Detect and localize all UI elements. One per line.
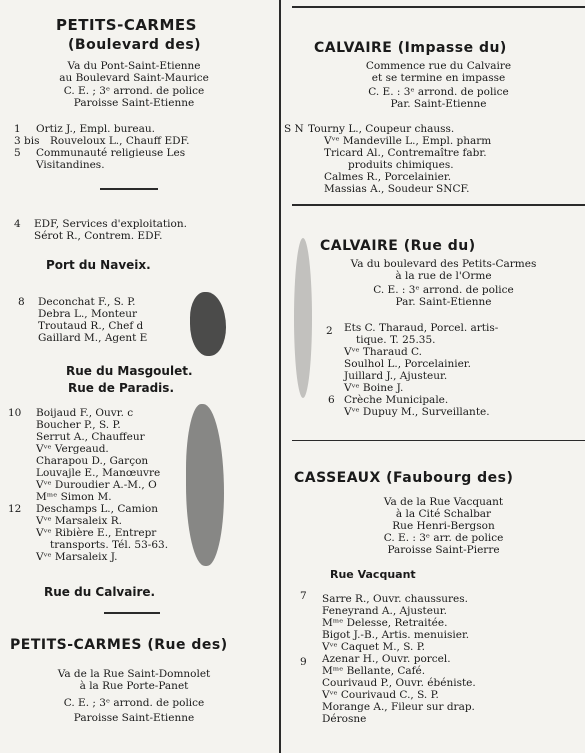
sub-street-heading: Rue Vacquant (330, 568, 416, 581)
desc-line: à la Cité Schalbar (395, 508, 492, 520)
desc-line: Par. Saint-Etienne (395, 296, 492, 308)
section-title-calvaire-rue: CALVAIRE (Rue du) (320, 238, 476, 254)
section-subtitle: (Boulevard des) (68, 37, 202, 53)
resident-entry: Serrut A., Chauffeur (36, 431, 145, 443)
resident-entry: Morange A., Fileur sur drap. (322, 701, 475, 713)
resident-entry: Vᵛᵉ Caquet M., S. P. (322, 641, 425, 653)
resident-entry: Mᵐᵉ Simon M. (36, 491, 112, 503)
house-number: 10 (8, 407, 22, 419)
resident-entry: Vᵛᵉ Marsaleix R. (36, 515, 123, 527)
resident-entry: Vᵛᵉ Dupuy M., Surveillante. (344, 406, 490, 418)
desc-line: C. E. ; 3ᵉ arrond. de police (63, 85, 205, 97)
house-number: 5 (14, 147, 21, 159)
desc-line: C. E. : 3ᵉ arr. de police (383, 532, 504, 544)
desc-line: C. E. ; 3ᵉ arrond. de police (63, 697, 205, 709)
desc-line: Rue Henri-Bergson (392, 520, 495, 532)
desc-line: Va de la Rue Saint-Domnolet (57, 668, 211, 680)
resident-entry: Ets C. Tharaud, Porcel. artis- (344, 322, 499, 334)
resident-entry: Gaillard M., Agent E (38, 332, 148, 344)
resident-entry: Rouveloux L., Chauff EDF. (50, 135, 190, 147)
resident-entry: Feneyrand A., Ajusteur. (322, 605, 447, 617)
sub-street-heading: Rue du Masgoulet. (66, 364, 193, 378)
resident-entry: Vᵛᵉ Ribière E., Entrepr (36, 527, 157, 539)
house-number: 7 (300, 590, 307, 602)
resident-entry: Courivaud P., Ouvr. ébéniste. (322, 677, 476, 689)
desc-line: Paroisse Saint-Etienne (73, 97, 195, 109)
column-divider (279, 0, 281, 753)
resident-entry: Vᵛᵉ Boine J. (344, 382, 404, 394)
separator-rule (292, 6, 585, 8)
house-number: 12 (8, 503, 22, 515)
resident-entry: EDF, Services d'exploitation. (34, 218, 187, 230)
resident-entry: Vᵛᵉ Duroudier A.-M., O (36, 479, 157, 491)
resident-entry: Sérot R., Contrem. EDF. (34, 230, 163, 242)
separator-rule (292, 440, 585, 441)
resident-entry: Massias A., Soudeur SNCF. (324, 183, 470, 195)
ink-smudge (294, 238, 312, 398)
ink-blot (186, 404, 224, 566)
resident-entry: Charapou D., Garçon (36, 455, 149, 467)
desc-line: et se termine en impasse (371, 72, 506, 84)
resident-entry: Vᵛᵉ Tharaud C. (344, 346, 423, 358)
resident-entry: produits chimiques. (348, 159, 454, 171)
resident-entry: Vᵛᵉ Vergeaud. (36, 443, 109, 455)
house-number: S N (284, 123, 304, 135)
desc-line: au Boulevard Saint-Maurice (59, 72, 209, 84)
desc-line: Va de la Rue Vacquant (383, 496, 504, 508)
ink-blot (190, 292, 226, 356)
desc-line: Paroisse Saint-Pierre (387, 544, 500, 556)
resident-entry: tique. T. 25.35. (356, 334, 436, 346)
resident-entry: Sarre R., Ouvr. chaussures. (322, 593, 468, 605)
resident-entry: Dérosne (322, 713, 367, 725)
section-title-petits-carmes-boulevard: PETITS-CARMES (56, 16, 197, 34)
resident-entry: Bigot J.-B., Artis. menuisier. (322, 629, 470, 641)
sub-street-heading: Port du Naveix. (46, 258, 151, 272)
resident-entry: Deconchat F., S. P. (38, 296, 136, 308)
sub-street-heading: Rue du Calvaire. (44, 585, 156, 599)
section-title-petits-carmes-rue: PETITS-CARMES (Rue des) (10, 637, 228, 653)
resident-entry: Soulhol L., Porcelainier. (344, 358, 471, 370)
resident-entry: Visitandines. (36, 159, 105, 171)
resident-entry: Vᵛᵉ Courivaud C., S. P. (322, 689, 439, 701)
house-number: 3 bis (14, 135, 40, 147)
house-number: 1 (14, 123, 21, 135)
resident-entry: Ortiz J., Empl. bureau. (36, 123, 155, 135)
resident-entry: Azenar H., Ouvr. porcel. (322, 653, 451, 665)
resident-entry: Boijaud F., Ouvr. c (36, 407, 134, 419)
resident-entry: Crèche Municipale. (344, 394, 449, 406)
desc-line: C. E. : 3ᵉ arrond. de police (373, 284, 514, 296)
section-title-calvaire-impasse: CALVAIRE (Impasse du) (314, 40, 507, 56)
resident-entry: transports. Tél. 53-63. (50, 539, 169, 551)
resident-entry: Louvajle E., Manœuvre (36, 467, 161, 479)
house-number: 2 (326, 325, 333, 337)
resident-entry: Mᵐᵉ Delesse, Retraitée. (322, 617, 448, 629)
resident-entry: Mᵐᵉ Bellante, Café. (322, 665, 426, 677)
resident-entry: Communauté religieuse Les (36, 147, 186, 159)
separator-rule (104, 612, 160, 614)
desc-line: Par. Saint-Etienne (390, 98, 487, 110)
resident-entry: Juillard J., Ajusteur. (344, 370, 448, 382)
resident-entry: Troutaud R., Chef d (38, 320, 144, 332)
desc-line: Va du boulevard des Petits-Carmes (350, 258, 537, 270)
desc-line: Commence rue du Calvaire (365, 60, 512, 72)
sub-street-heading: Rue de Paradis. (68, 381, 174, 395)
house-number: 4 (14, 218, 21, 230)
desc-line: à la Rue Porte-Panet (79, 680, 189, 692)
house-number: 8 (18, 296, 25, 308)
desc-line: C. E. : 3ᵉ arrond. de police (368, 86, 509, 98)
separator-rule (292, 204, 585, 206)
resident-entry: Debra L., Monteur (38, 308, 138, 320)
desc-line: Paroisse Saint-Etienne (73, 712, 195, 724)
section-title-casseaux-faubourg: CASSEAUX (Faubourg des) (294, 470, 514, 486)
resident-entry: Calmes R., Porcelainier. (324, 171, 452, 183)
resident-entry: Tricard Al., Contremaître fabr. (324, 147, 487, 159)
desc-line: à la rue de l'Orme (395, 270, 492, 282)
desc-line: Va du Pont-Saint-Etienne (67, 60, 201, 72)
house-number: 9 (300, 656, 307, 668)
house-number: 6 (328, 394, 335, 406)
resident-entry: Tourny L., Coupeur chauss. (308, 123, 455, 135)
resident-entry: Boucher P., S. P. (36, 419, 121, 431)
resident-entry: Vᵛᵉ Marsaleix J. (36, 551, 118, 563)
separator-rule (100, 188, 158, 190)
resident-entry: Vᵛᵉ Mandeville L., Empl. pharm (324, 135, 492, 147)
resident-entry: Deschamps L., Camion (36, 503, 159, 515)
